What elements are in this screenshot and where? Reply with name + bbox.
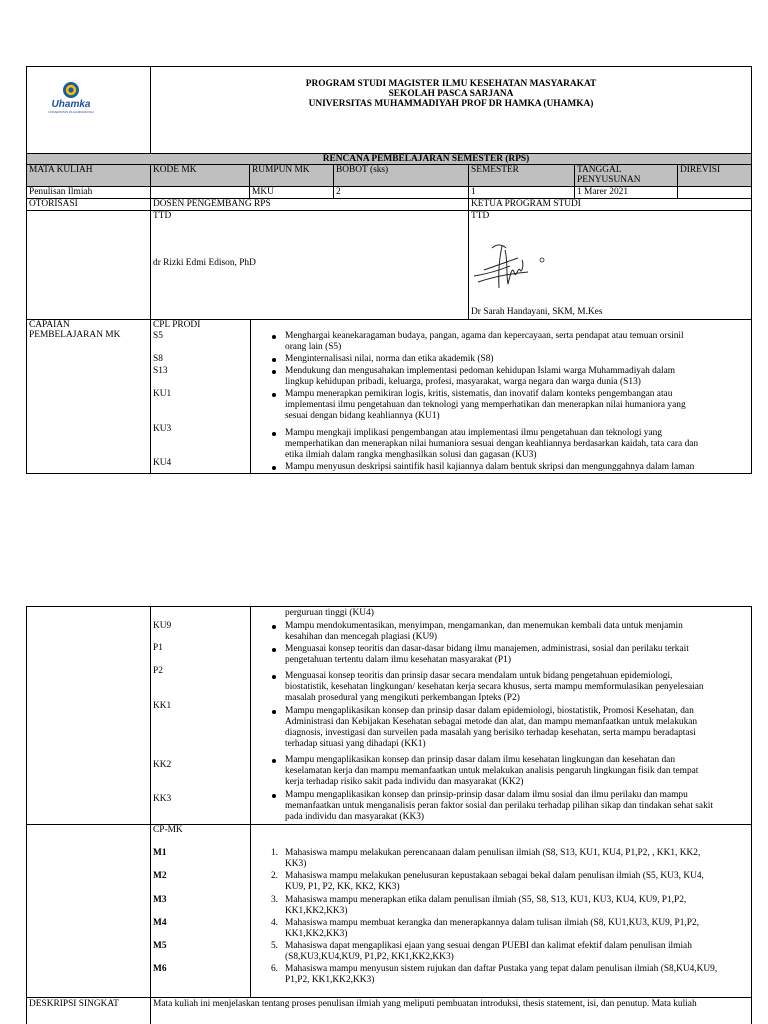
bullet-dot xyxy=(272,466,276,470)
bullet-dot xyxy=(272,710,276,714)
cpl-continuation: perguruan tinggi (KU4) xyxy=(285,608,374,618)
cpmk-number: 2. xyxy=(270,871,278,881)
cpmk-code: M5 xyxy=(153,941,167,951)
cpl-code: KU3 xyxy=(153,424,172,434)
cpl-prodi-label: CPL PRODI xyxy=(153,320,201,330)
cpmk-line: Mahasiswa mampu menyusun sistem rujukan dan daftar Pustaka yang tepat dalam penulisan ilmiah (S8,KU4,KU9, xyxy=(285,964,718,974)
cpmk-line: KK3) xyxy=(285,859,307,869)
cpl-bullet-line: Menghargai keanekaragaman budaya, pangan, agama dan kepercayaan, serta pendapat atau temuan orsinil xyxy=(285,331,684,341)
cpl-code: S5 xyxy=(153,331,163,341)
cpl-bullet-line: sesuai dengan bidang keahliannya (KU1) xyxy=(285,411,440,421)
bullet-dot xyxy=(272,648,276,652)
cpl-code: P1 xyxy=(153,643,163,653)
cpmk-line: Mahasiswa mampu membuat kerangka dan menerapkannya dalam tulisan ilmiah (S8, KU1,KU3, KU9, P1,P2, xyxy=(285,918,699,928)
bullet-dot xyxy=(272,794,276,798)
cpl-bullet-line: Mampu mengaplikasikan konsep dan prinsip-prinsip dasar dalam ilmu sosial dan ilmu perilaku dan mampu xyxy=(285,790,688,800)
col-direvisi: DIREVISI xyxy=(680,165,721,175)
cpmk-number: 5. xyxy=(270,941,278,951)
cpmk-code: M4 xyxy=(153,918,167,928)
cpl-bullet-line: memanfaatkan untuk menganalisis peran faktor sosial dan perilaku terhadap pilihan sikap dan tindakan sehat sakit xyxy=(285,801,713,811)
cpl-bullet-line: Menguasai konsep teoritis dan prinsip dasar secara mendalam untuk bidang pengetahuan epidemiologi, xyxy=(285,671,673,681)
cpl-bullet-line: Mampu mengkaji implikasi pengembangan atau implementasi ilmu pengetahuan dan teknologi yang xyxy=(285,428,662,438)
col-kode-mk: KODE MK xyxy=(153,165,197,175)
cpmk-line: KK1,KK2,KK3) xyxy=(285,929,348,939)
col-bobot: BOBOT (sks) xyxy=(336,165,389,175)
col-penyusunan: PENYUSUNAN xyxy=(577,175,641,185)
cpl-code: KK1 xyxy=(153,701,172,711)
course-bobot: 2 xyxy=(336,187,341,197)
cpmk-line: Mahasiswa mampu melakukan penelusuran kepustakaan sebagai bekal dalam penulisan ilmiah (S5, KU3, KU4, xyxy=(285,871,704,881)
course-semester: 1 xyxy=(471,187,476,197)
cpl-code: S13 xyxy=(153,366,168,376)
cpmk-number: 1. xyxy=(270,848,278,858)
cpmk-number: 6. xyxy=(270,964,278,974)
deskripsi-text: Mata kuliah ini menjelaskan tentang proses penulisan ilmiah yang meliputi pembuatan introduksi, thesis statement, isi, dan penutup. Mata kuliah xyxy=(153,999,697,1009)
cpl-code: KU1 xyxy=(153,389,172,399)
cpmk-line: Mahasiswa dapat mengaplikasi ejaan yang sesuai dengan PUEBI dan kalimat efektif dalam penulisan ilmiah xyxy=(285,941,692,951)
dosen-pengembang-label: DOSEN PENGEMBANG RPS xyxy=(153,199,271,209)
university-title: UNIVERSITAS MUHAMMADIYAH PROF DR HAMKA (UHAMKA) xyxy=(308,99,594,109)
cpmk-code: M1 xyxy=(153,848,167,858)
logo-text: Uhamka xyxy=(51,99,91,110)
column-header-band xyxy=(26,164,751,186)
course-tanggal: 1 Marer 2021 xyxy=(577,187,629,197)
bullet-dot xyxy=(272,393,276,397)
cpl-bullet-line: Mampu mendokumentasikan, menyimpan, mengamankan, dan menemukan kembali data untuk menjamin xyxy=(285,621,683,631)
cpl-bullet-line: pengetahuan tertentu dalam ilmu kesehatan masyarakat (P1) xyxy=(285,655,511,665)
cpmk-number: 3. xyxy=(270,895,278,905)
cpl-code: KU4 xyxy=(153,458,172,468)
program-title: PROGRAM STUDI MAGISTER ILMU KESEHATAN MASYARAKAT xyxy=(305,79,597,89)
cpl-bullet-line: orang lain (S5) xyxy=(285,342,342,352)
otorisasi-label: OTORISASI xyxy=(29,199,78,209)
col-rumpun-mk: RUMPUN MK xyxy=(252,165,310,175)
cpl-bullet-line: kerja terhadap risiko sakit pada individu dan masyarakat (KK2) xyxy=(285,777,524,787)
bullet-dot xyxy=(272,625,276,629)
ketua-signature xyxy=(472,236,552,296)
cpl-code: S8 xyxy=(153,354,163,364)
cpmk-line: Mahasiswa mampu menerapkan etika dalam penulisan ilmiah (S5, S8, S13, KU1, KU3, KU4, KU9, P1,P2, xyxy=(285,895,687,905)
cpl-bullet-line: Mampu mengaplikasikan konsep dan prinsip dasar dalam ilmu kesehatan lingkungan dan kesehatan dan xyxy=(285,755,676,765)
cpmk-line: KK1,KK2,KK3) xyxy=(285,906,348,916)
cpl-bullet-line: biostatistik, kesehatan lingkungan/ kesehatan kerja secara khusus, serta mampu memformulasikan penyelesaian xyxy=(285,682,704,692)
cpmk-code: M3 xyxy=(153,895,167,905)
bullet-dot xyxy=(272,335,276,339)
cpl-bullet-line: keselamatan kerja dan mampu memanfaatkan untuk melakukan analisis pengaruh lingkungan fisik dan tempat xyxy=(285,766,699,776)
ketua-prodi-label: KETUA PROGRAM STUDI xyxy=(471,199,581,209)
uhamka-logo xyxy=(46,80,96,116)
cpl-bullet-line: memperhatikan dan menerapkan nilai humaniora sesuai dengan keahliannya berdasarkan kaidah, tata cara dan xyxy=(285,439,699,449)
cpl-bullet-line: kesahihan dan mencegah plagiasi (KU9) xyxy=(285,632,438,642)
cpl-bullet-line: Administrasi dan Kebijakan Kesehatan sebagai metode dan alat, dan mampu memanfaatkan untuk melakukan xyxy=(285,717,698,727)
cpl-bullet-line: etika ilmiah dalam rangka menghasilkan solusi dan gagasan (KU3) xyxy=(285,450,537,460)
ketua-name: Dr Sarah Handayani, SKM, M.Kes xyxy=(471,307,603,317)
cpmk-number: 4. xyxy=(270,918,278,928)
cpl-code: KK3 xyxy=(153,794,172,804)
col-semester: SEMESTER xyxy=(471,165,519,175)
cpmk-code: M6 xyxy=(153,964,167,974)
cpl-code: KU9 xyxy=(153,621,172,631)
uhamka-emblem-icon xyxy=(46,80,96,100)
dosen-name: dr Rizki Edmi Edison, PhD xyxy=(153,258,256,268)
cpl-bullet-line: masalah prosedural yang mengikuti perkembangan Ipteks (P2) xyxy=(285,693,520,703)
bullet-dot xyxy=(272,759,276,763)
cpl-bullet-line: Menginternalisasi nilai, norma dan etika akademik (S8) xyxy=(285,354,494,364)
col-tanggal: TANGGAL xyxy=(577,165,622,175)
rps-title: RENCANA PEMBELAJARAN SEMESTER (RPS) xyxy=(322,154,530,164)
cpmk-line: Mahasiswa mampu melakukan perencanaan dalam penulisan ilmiah (S8, S13, KU1, KU4, P1,P2, , KK1, KK2, xyxy=(285,848,701,858)
cpl-code: P2 xyxy=(153,666,163,676)
logo-subtext: UNIVERSITAS MUHAMMADIYAH xyxy=(48,110,94,114)
bullet-dot xyxy=(272,432,276,436)
cpmk-line: (S8,KU3,KU4,KU9, P1,P2, KK1,KK2,KK3) xyxy=(285,952,454,962)
bullet-dot xyxy=(272,675,276,679)
course-name: Penulisan Ilmiah xyxy=(29,187,93,197)
ttd-left: TTD xyxy=(153,211,172,221)
capaian-label-2: PEMBELAJARAN MK xyxy=(29,330,121,340)
cpl-code: KK2 xyxy=(153,760,172,770)
bullet-dot xyxy=(272,370,276,374)
cpl-bullet-line: diagnosis, investigasi dan surveilen pada masalah yang berisiko terhadap kesehatan, serta mampu beradaptasi xyxy=(285,728,696,738)
cpl-bullet-line: Mampu menyusun deskripsi saintifik hasil kajiannya dalam bentuk skripsi dan mengunggahnya dalam laman xyxy=(285,462,695,472)
cpmk-code: M2 xyxy=(153,871,167,881)
cpmk-line: P1,P2, KK1,KK2,KK3) xyxy=(285,975,375,985)
cpl-bullet-line: lingkup kehidupan pribadi, keluarga, profesi, masyarakat, warga negara dan warga dunia (S13) xyxy=(285,377,641,387)
cpl-bullet-line: pada individu dan masyarakat (KK3) xyxy=(285,812,425,822)
deskripsi-label: DESKRIPSI SINGKAT xyxy=(29,999,119,1009)
col-mata-kuliah: MATA KULIAH xyxy=(29,165,93,175)
cpl-bullet-line: Menguasai konsep teoritis dan dasar-dasar bidang ilmu manajemen, administrasi, sosial dan perilaku terkait xyxy=(285,644,689,654)
ttd-right: TTD xyxy=(471,211,490,221)
cpl-bullet-line: Mendukung dan mengusahakan implementasi pedoman kehidupan Islami warga Muhammadiyah dalam xyxy=(285,366,676,376)
cpl-bullet-line: terhadap situasi yang dihadapi (KK1) xyxy=(285,739,426,749)
cpl-bullet-line: Mampu mengaplikasikan konsep dan prinsip dasar dalam epidemiologi, biostatistik, Promosi Kesehatan, dan xyxy=(285,706,694,716)
bullet-dot xyxy=(272,358,276,362)
cpl-bullet-line: implementasi ilmu pengetahuan dan teknologi yang memperhatikan dan menerapkan nilai humaniora yang xyxy=(285,400,686,410)
cpmk-line: KU9, P1, P2, KK, KK2, KK3) xyxy=(285,882,400,892)
capaian-label-1: CAPAIAN xyxy=(29,320,70,330)
course-rumpun: MKU xyxy=(252,187,274,197)
cpmk-label: CP-MK xyxy=(153,825,183,835)
cpl-bullet-line: Mampu menerapkan pemikiran logis, kritis, sistematis, dan inovatif dalam konteks pengembangan atau xyxy=(285,389,673,399)
school-title: SEKOLAH PASCA SARJANA xyxy=(388,89,514,99)
